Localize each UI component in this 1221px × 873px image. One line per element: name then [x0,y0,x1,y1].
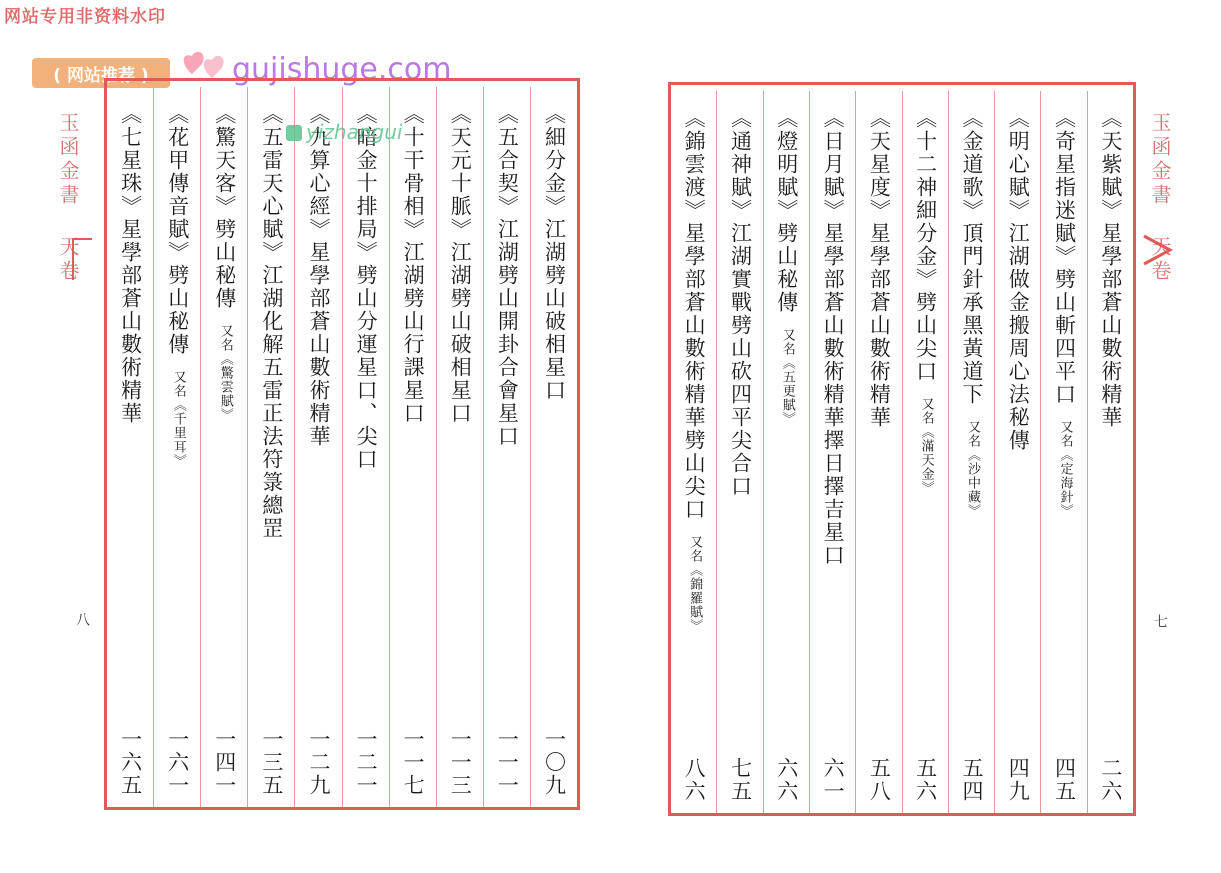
toc-entry-title: 《五合契》江湖劈山開卦合會星口 [495,103,520,448]
left-margin-title: 玉函金書 天卷 [56,112,80,284]
toc-entry-title: 《暗金十排局》劈山分運星口、尖口 [354,103,379,471]
toc-entry-title: 《十干骨相》江湖劈山行課星口 [401,103,426,425]
toc-entry-page-number: 一三五 [259,728,284,797]
toc-entry[interactable] [763,91,809,813]
toc-entry-page-number: 五六 [913,757,938,803]
toc-entry-title: 《十二神細分金》劈山尖口又名《滿天金》 [913,107,938,495]
toc-entry-page-number: 二六 [1098,757,1123,803]
toc-entry-page-number: 六一 [821,757,846,803]
right-margin-page-number: 七 [1152,614,1168,628]
watermark-top-text: 网站专用非资料水印 [4,7,166,27]
toc-entry[interactable] [389,87,436,807]
toc-entry[interactable] [1040,91,1086,813]
toc-entry[interactable] [809,91,855,813]
toc-entry-title: 《天星度》星學部蒼山數術精華 [867,107,892,429]
toc-entry-title: 《燈明賦》劈山秘傳又名《五更賦》 [774,107,799,426]
left-margin-page-number: 八 [74,612,90,626]
toc-entry-page-number: 一四一 [212,728,237,797]
toc-entry[interactable] [107,87,153,807]
toc-entry[interactable] [948,91,994,813]
toc-entry-title: 《明心賦》江湖做金搬周心法秘傳 [1006,107,1031,452]
toc-entry-page-number: 一一三 [448,728,473,797]
toc-entry-page-number: 五四 [959,757,984,803]
toc-entry-page-number: 一〇九 [542,728,567,797]
toc-entry[interactable] [716,91,762,813]
toc-entry-alias: 又名《驚雲賦》 [217,324,233,422]
toc-entry[interactable] [200,87,247,807]
toc-entry-page-number: 六六 [774,757,799,803]
toc-entry-title: 《奇星指迷賦》劈山斬四平口又名《定海針》 [1052,107,1077,518]
toc-entry-title: 《細分金》江湖劈山破相星口 [542,103,567,402]
toc-entry-page-number: 五八 [867,757,892,803]
toc-entry[interactable] [902,91,948,813]
toc-entry-title: 《九算心經》星學部蒼山數術精華 [306,103,331,448]
toc-entry-alias: 又名《千里耳》 [170,370,186,468]
inner-watermark: yizhangui [286,120,402,144]
toc-entry-page-number: 四五 [1052,757,1077,803]
toc-entry-alias: 又名《錦羅賦》 [687,535,703,633]
toc-entry-title: 《五雷天心賦》江湖化解五雷正法符箓總罡 [259,103,284,540]
right-margin-title: 玉函金書 天卷 [1148,112,1172,284]
toc-entry-page-number: 一一七 [401,728,426,797]
toc-entry[interactable] [294,87,341,807]
toc-entry-page-number: 一二九 [306,728,331,797]
toc-entry-title: 《金道歌》頂門針承黑黃道下又名《沙中藏》 [959,107,984,518]
toc-entry-page-number: 七五 [728,757,753,803]
toc-entry-title: 《七星珠》星學部蒼山數術精華 [118,103,143,425]
toc-entry[interactable] [994,91,1040,813]
toc-entry-alias: 又名《五更賦》 [779,328,795,426]
toc-entry-title: 《通神賦》江湖實戰劈山砍四平尖合口 [728,107,753,498]
toc-entry-title: 《花甲傳音賦》劈山秘傳又名《千里耳》 [165,103,190,468]
toc-entry[interactable] [855,91,901,813]
toc-entry-page-number: 一六一 [165,728,190,797]
toc-entry-title: 《日月賦》星學部蒼山數術精華擇日擇吉星口 [821,107,846,567]
toc-entry[interactable] [247,87,294,807]
toc-entry[interactable] [1087,91,1133,813]
fish-tail-mark-right [1140,230,1180,270]
toc-entry[interactable] [671,91,716,813]
toc-entry-title: 《驚天客》劈山秘傳又名《驚雲賦》 [212,103,237,422]
toc-entry[interactable] [153,87,200,807]
fish-tail-mark-left [72,238,92,280]
toc-entry[interactable] [342,87,389,807]
left-page [104,78,580,810]
toc-entry-page-number: 八六 [682,757,707,803]
right-page [668,82,1136,816]
site-recommend-badge[interactable]: ( 网站推荐 ) [32,58,170,88]
wm-logo-icon [286,125,302,141]
toc-entry-page-number: 一二一 [354,728,379,797]
toc-entry[interactable] [436,87,483,807]
toc-entry-title: 《天元十脈》江湖劈山破相星口 [448,103,473,425]
toc-entry-page-number: 一一一 [495,728,520,797]
toc-entry-alias: 又名《定海針》 [1057,420,1073,518]
toc-entry-page-number: 四九 [1006,757,1031,803]
toc-entry[interactable] [530,87,577,807]
toc-entry[interactable] [483,87,530,807]
toc-entry-title: 《天紫賦》星學部蒼山數術精華 [1098,107,1123,429]
toc-entry-title: 《錦雲渡》星學部蒼山數術精華劈山尖口又名《錦羅賦》 [682,107,707,633]
toc-entry-alias: 又名《滿天金》 [918,397,934,495]
toc-entry-page-number: 一六五 [118,728,143,797]
site-watermark: gujishuge.com [232,52,452,87]
toc-entry-alias: 又名《沙中藏》 [964,420,980,518]
